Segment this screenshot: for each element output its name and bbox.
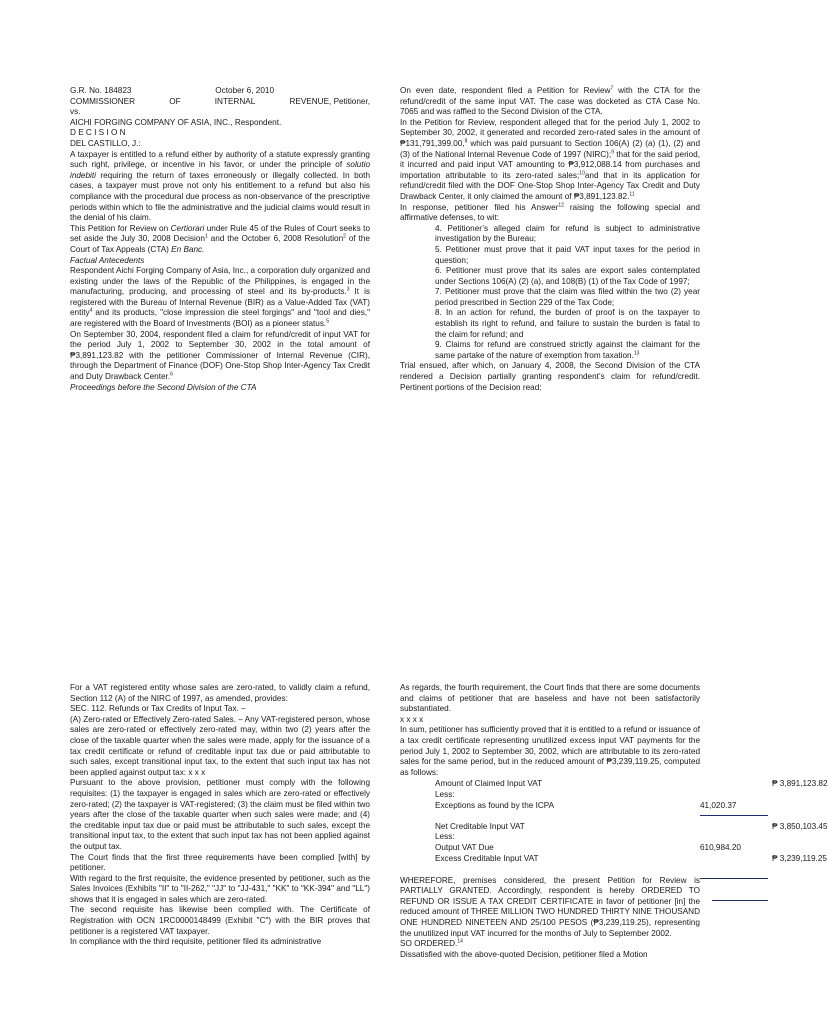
- paragraph: The Court finds that the first three requirements have been complied [with] by petitioner.: [70, 852, 370, 873]
- row-label: Output VAT Due: [435, 842, 494, 852]
- petitioner-word: COMMISSIONER: [70, 96, 136, 106]
- paragraph: Pursuant to the above provision, petitioner must comply with the following requisites: (1) the taxpayer is engaged in sales which are zero-rated or effectively zero-rated; (2) the taxpayer is VAT-registered; (3) the claim must be filed within two years after the close of the taxable quarter when such sales were made; and (4) the creditable input tax due or paid must be attributable to such sales, except the transitional input tax, to the extent that such input tax has not been applied against the output tax.: [70, 778, 370, 851]
- paragraph: As regards, the fourth requirement, the Court finds that there are some documents and claims of petitioner that are baseless and have not been satisfactorily substantiated.: [400, 683, 700, 714]
- defense-item: 8. In an action for refund, the burden of proof is on the taxpayer to establish its right to refund, and failure to sustain the burden is fatal to the claim for refund; and: [435, 308, 700, 339]
- table-row: [400, 800, 737, 812]
- defense-item: 7. Petitioner must prove that the claim was filed within the two (2) year period prescribed in Section 229 of the Tax Code;: [435, 287, 700, 307]
- paragraph: Dissatisfied with the above-quoted Decision, petitioner filed a Motion: [400, 949, 648, 959]
- row-label: Excess Creditable Input VAT: [435, 853, 539, 863]
- table-rule: [700, 878, 768, 879]
- paragraph: In sum, petitioner has sufficiently proved that it is entitled to a refund or issuance of a tax credit certificate representing unutilized excess input VAT payments for the period July 1, 2002 to September 30, 2002, which are attributable to its zero-rated sales for the same period, but in the reduced amount of ₱3,239,119.25, computed as follows:: [400, 725, 700, 777]
- paragraph: With regard to the first requisite, the evidence presented by petitioner, such as the Sales Invoices (Exhibits "II" to "II-262," "JJ" to "JJ-431," "KK" to "KK-394" and "LL") shows that it is engaged in sales which are zero-rated.: [70, 873, 370, 904]
- petitioner-word: REVENUE, Petitioner,: [289, 96, 370, 106]
- table-row: [400, 790, 700, 801]
- respondent-line: AICHI FORGING COMPANY OF ASIA, INC., Respondent.: [70, 117, 282, 127]
- table-row: [400, 842, 741, 854]
- column-left-bottom: [70, 683, 370, 948]
- defense-item: 6. Petitioner must prove that its sales are export sales contemplated under Sections 106(A) (2) (a), and 108(B) (1) of the Tax Code of 1997;: [435, 266, 700, 286]
- petitioner-line: [70, 97, 370, 108]
- row-value: ₱ 3,239,119.25: [772, 853, 827, 863]
- row-value: ₱ 3,850,103.45: [772, 821, 828, 831]
- defense-item: 5. Petitioner must prove that it paid VAT input taxes for the period in question;: [435, 244, 700, 265]
- row-label: Less:: [435, 789, 455, 799]
- row-label: Exceptions as found by the ICPA: [435, 800, 555, 810]
- paragraph: Respondent Aichi Forging Company of Asia, Inc., a corporation duly organized and existing under the laws of the Republic of the Philippines, is engaged in the manufacturing, producing, and processing of steel and its by-products.$^3$ It is registered with the Bureau of Internal Revenue (BIR) as a Value-Added Tax (VAT) entity$^4$ and its products, "close impression die steel forgings" and "tool and dies," are registered with the Board of Investments (BOI) as a pioneer status.$^5$: [70, 266, 370, 329]
- case-number: G.R. No. 184823: [70, 86, 132, 95]
- ellipsis: x x x x: [400, 714, 424, 724]
- paragraph: WHEREFORE, premises considered, the present Petition for Review is PARTIALLY GRANTED. Accordingly, respondent is hereby ORDERED TO REFUND OR ISSUE A TAX CREDIT CERTIFICATE in favor of petitioner [in] the reduced amount of THREE MILLION TWO HUNDRED THIRTY NINE THOUSAND ONE HUNDRED NINETEEN AND 25/100 PESOS (₱3,239,119.25), representing the unutilized input VAT incurred for the months of July to September 2002.: [400, 875, 700, 938]
- paragraph: On even date, respondent filed a Petition for Review$^7$ with the CTA for the refund/credit of the same input VAT. The case was docketed as CTA Case No. 7065 and was raffled to the Second Division of the CTA.: [400, 85, 700, 117]
- paragraph: In response, petitioner filed his Answer$^{12}$ raising the following special and affirmative defenses, to wit:: [400, 201, 700, 223]
- paragraph: In compliance with the third requisite, petitioner filed its administrative: [70, 937, 322, 947]
- row-label: Less:: [435, 832, 455, 842]
- column-left-top: [70, 86, 370, 393]
- case-date: October 6, 2010: [215, 86, 274, 95]
- table-rule: [700, 815, 768, 816]
- decision-heading: D E C I S I O N: [70, 128, 126, 138]
- defense-item: 4. Petitioner’s alleged claim for refund is subject to administrative investigation by the Bureau;: [435, 223, 700, 244]
- table-row: [400, 821, 828, 833]
- petitioner-word: OF: [169, 96, 181, 106]
- paragraph: A taxpayer is entitled to a refund either by authority of a statute expressly granting such right, privilege, or incentive in his favor, or under the principle of solutio indebiti requiring the return of taxes erroneously or illegally collected. In both cases, a taxpayer must prove not only his entitlement to a refund but also his compliance with the procedural due process as non-observance of the prescriptive periods within which to file the administrative and the judicial claims would result in the denial of his claim.: [70, 149, 370, 223]
- column-right-bottom: [400, 683, 828, 960]
- paragraph: In the Petition for Review, respondent alleged that for the period July 1, 2002 to September 30, 2002, it generated and recorded zero-rated sales in the amount of ₱131,791,399.00,$^8$ which was paid pursuant to Section 106(A) (2) (a) (1), (2) and (3) of the National Internal Revenue Code of 1997 (NIRC);$^9$ that for the said period, it incurred and paid input VAT amounting to ₱3,912,088.14 from purchases and importation attributable to its zero-rated sales;$^{10}$and that in its application for refund/credit filed with the DOF One-Stop Shop Inter-Agency Tax Credit and Duty Drawback Center, it only claimed the amount of ₱3,891,123.82.11: [400, 117, 700, 201]
- paragraph: This Petition for Review on Certiorari under Rule 45 of the Rules of Court seeks to set aside the July 30, 2008 Decision$^1$ and the October 6, 2008 Resolution$^2$ of the Court of Tax Appeals (CTA) En Banc.: [70, 223, 370, 254]
- paragraph: The second requisite has likewise been complied with. The Certificate of Registration with OCN 1RC0000148499 (Exhibit "C") with the BIR proves that petitioner is a registered VAT taxpayer.: [70, 905, 370, 936]
- table-row: [400, 853, 827, 865]
- row-label: Amount of Claimed Input VAT: [435, 779, 543, 789]
- table-row: [400, 779, 828, 790]
- column-right-top: [400, 86, 700, 393]
- row-label: Net Creditable Input VAT: [435, 821, 525, 831]
- paragraph: (A) Zero-rated or Effectively Zero-rated Sales. – Any VAT-registered person, whose sales are zero-rated or effectively zero-rated may, within two (2) years after the close of the taxable quarter when the sales were made, apply for the issuance of a tax credit certificate or refund of creditable input tax due or paid attributable to such sales, except transitional input tax, to the extent that such input tax has not been applied against output tax: x x x: [70, 714, 370, 777]
- row-value: ₱ 3,891,123.82: [772, 779, 828, 789]
- row-value: 610,984.20: [700, 842, 741, 852]
- paragraph: Trial ensued, after which, on January 4, 2008, the Second Division of the CTA rendered a Decision partially granting respondent’s claim for refund/credit. Pertinent portions of the Decision read:: [400, 361, 700, 392]
- section-heading: Factual Antecedents: [70, 255, 145, 265]
- ponente: DEL CASTILLO, J.:: [70, 138, 141, 148]
- vat-computation-table: [400, 779, 828, 864]
- paragraph: SO ORDERED.$^{14}$: [400, 938, 463, 949]
- petitioner-word: INTERNAL: [214, 96, 256, 106]
- section-citation: SEC. 112. Refunds or Tax Credits of Input Tax. –: [70, 704, 246, 714]
- row-value: 41,020.37: [700, 800, 737, 810]
- table-row: [400, 832, 700, 843]
- paragraph: For a VAT registered entity whose sales are zero-rated, to validly claim a refund, Section 112 (A) of the NIRC of 1997, as amended, provides:: [70, 683, 370, 703]
- table-rule: [712, 900, 768, 901]
- section-heading: Proceedings before the Second Division of the CTA: [70, 382, 257, 392]
- paragraph: On September 30, 2004, respondent filed a claim for refund/credit of input VAT for the period July 1, 2002 to September 30, 2002 in the total amount of ₱3,891,123.82 with the petitioner Commissioner of Internal Revenue (CIR), through the Department of Finance (DOF) One-Stop Shop Inter-Agency Tax Credit and Duty Drawback Center.$^6$: [70, 329, 370, 382]
- versus: vs.: [70, 107, 81, 117]
- defense-item: 9. Claims for refund are construed strictly against the claimant for the same partake of the nature of exemption from taxation.$^{13}$: [435, 340, 700, 360]
- case-header: [70, 86, 370, 97]
